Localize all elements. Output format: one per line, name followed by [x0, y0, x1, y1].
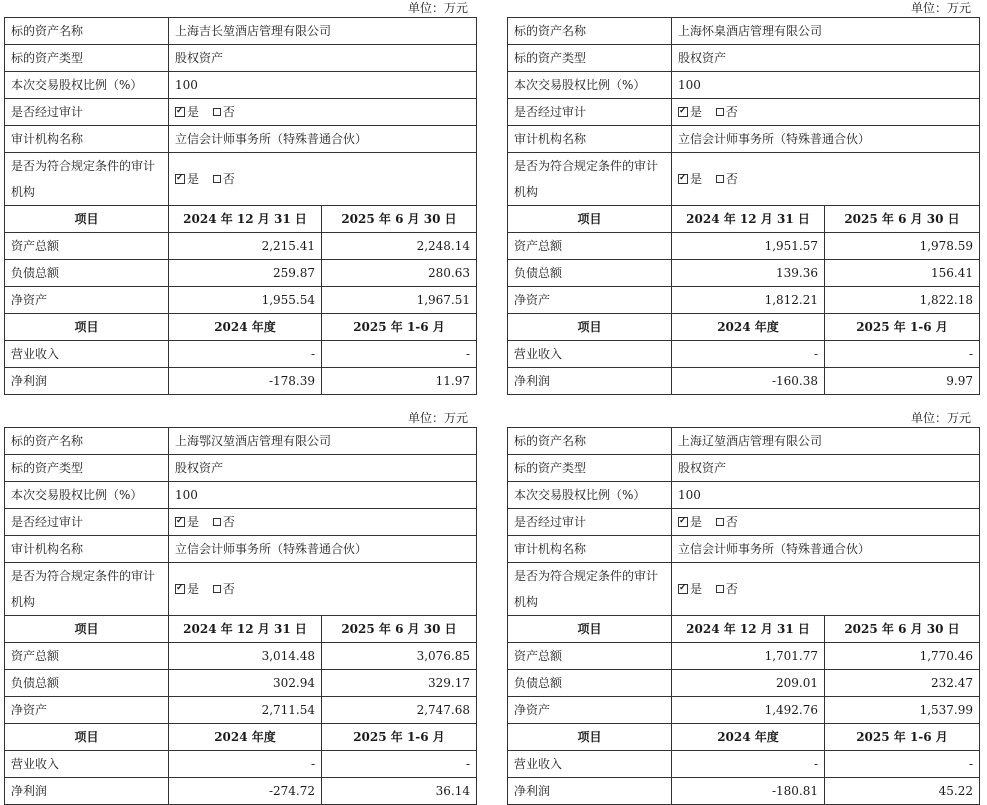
header-period-1: 2024 年度: [169, 724, 322, 751]
row-label: 净资产: [5, 697, 169, 724]
unchecked-box-icon: [716, 175, 724, 183]
cell-value: 1,967.51: [322, 287, 477, 314]
no-option: 否: [222, 171, 235, 186]
table-block-4: [507, 410, 979, 801]
unchecked-box-icon: [716, 518, 724, 526]
row-label: 标的资产类型: [508, 45, 672, 72]
equity-ratio: 100: [169, 482, 477, 509]
qualified-checkbox-group: [169, 153, 477, 206]
row-label: 资产总额: [508, 643, 672, 670]
header-item: 项目: [508, 206, 672, 233]
table-row: [5, 778, 477, 805]
table-row: [5, 72, 477, 99]
table-row: [5, 233, 477, 260]
yes-option: 是: [187, 171, 200, 186]
cell-value: -: [322, 751, 477, 778]
header-item: 项目: [5, 616, 169, 643]
table-row: [5, 509, 477, 536]
header-item: 项目: [5, 206, 169, 233]
checked-box-icon: [678, 174, 688, 184]
unchecked-box-icon: [716, 585, 724, 593]
unchecked-box-icon: [716, 108, 724, 116]
equity-ratio: 100: [672, 482, 980, 509]
cell-value: 280.63: [322, 260, 477, 287]
table-header-row: [508, 616, 980, 643]
row-label: 标的资产类型: [508, 455, 672, 482]
unchecked-box-icon: [213, 108, 221, 116]
financial-table: [4, 17, 477, 395]
asset-type: 股权资产: [169, 45, 477, 72]
table-header-row: [508, 724, 980, 751]
row-label: 净资产: [508, 697, 672, 724]
auditor-name: 立信会计师事务所（特殊普通合伙）: [169, 126, 477, 153]
row-label: 营业收入: [5, 341, 169, 368]
qualified-checkbox-group: [672, 153, 980, 206]
audited-checkbox-group: [169, 509, 477, 536]
row-label: 净利润: [508, 778, 672, 805]
cell-value: 1,951.57: [672, 233, 825, 260]
cell-value: -: [672, 341, 825, 368]
row-label: 标的资产类型: [5, 455, 169, 482]
yes-option: 是: [690, 581, 703, 596]
row-label: 负债总额: [508, 260, 672, 287]
audited-checkbox-group: [672, 99, 980, 126]
company-name: 上海辽堃酒店管理有限公司: [672, 428, 980, 455]
table-row: [508, 778, 980, 805]
row-label: 本次交易股权比例（%）: [508, 72, 672, 99]
financial-table: [507, 17, 980, 395]
row-label: 负债总额: [5, 260, 169, 287]
table-row: [508, 18, 980, 45]
row-label: 净资产: [5, 287, 169, 314]
row-label: 是否经过审计: [5, 509, 169, 536]
row-label: 营业收入: [5, 751, 169, 778]
row-label: 资产总额: [508, 233, 672, 260]
table-header-row: [5, 314, 477, 341]
table-row: [5, 341, 477, 368]
checked-box-icon: [175, 517, 185, 527]
header-date-2: 2025 年 6 月 30 日: [825, 206, 980, 233]
company-name: 上海怀臬酒店管理有限公司: [672, 18, 980, 45]
header-item: 项目: [508, 724, 672, 751]
financial-table: [4, 427, 477, 805]
cell-value: 259.87: [169, 260, 322, 287]
table-row: [5, 260, 477, 287]
table-row: [508, 153, 980, 206]
cell-value: -178.39: [169, 368, 322, 395]
row-label: 净利润: [5, 368, 169, 395]
table-block-2: [507, 0, 979, 388]
cell-value: 2,711.54: [169, 697, 322, 724]
header-period-2: 2025 年 1-6 月: [825, 314, 980, 341]
no-option: 否: [222, 514, 235, 529]
financial-table: [507, 427, 980, 805]
header-date-1: 2024 年 12 月 31 日: [672, 206, 825, 233]
header-date-1: 2024 年 12 月 31 日: [672, 616, 825, 643]
unit-label: 单位：万元: [407, 1, 468, 15]
row-label: 是否为符合规定条件的审计机构: [5, 563, 169, 616]
table-row: [5, 670, 477, 697]
table-row: [5, 126, 477, 153]
cell-value: -180.81: [672, 778, 825, 805]
row-label: 标的资产名称: [508, 428, 672, 455]
table-row: [508, 428, 980, 455]
qualified-checkbox-group: [672, 563, 980, 616]
company-name: 上海吉长堃酒店管理有限公司: [169, 18, 477, 45]
header-period-2: 2025 年 1-6 月: [322, 724, 477, 751]
cell-value: 2,215.41: [169, 233, 322, 260]
table-row: [5, 45, 477, 72]
cell-value: -: [672, 751, 825, 778]
header-item: 项目: [5, 724, 169, 751]
row-label: 是否经过审计: [5, 99, 169, 126]
qualified-checkbox-group: [169, 563, 477, 616]
table-row: [508, 751, 980, 778]
unchecked-box-icon: [213, 585, 221, 593]
audited-checkbox-group: [672, 509, 980, 536]
row-label: 标的资产名称: [508, 18, 672, 45]
table-row: [508, 233, 980, 260]
checked-box-icon: [175, 584, 185, 594]
header-period-1: 2024 年度: [169, 314, 322, 341]
cell-value: -: [825, 341, 980, 368]
asset-type: 股权资产: [672, 45, 980, 72]
table-row: [508, 260, 980, 287]
checked-box-icon: [678, 584, 688, 594]
cell-value: -: [169, 751, 322, 778]
row-label: 标的资产类型: [5, 45, 169, 72]
table-row: [5, 751, 477, 778]
no-option: 否: [725, 514, 738, 529]
header-period-2: 2025 年 1-6 月: [322, 314, 477, 341]
table-row: [5, 482, 477, 509]
audited-checkbox-group: [169, 99, 477, 126]
table-block-1: [4, 0, 476, 388]
cell-value: 1,812.21: [672, 287, 825, 314]
table-header-row: [5, 724, 477, 751]
cell-value: 1,978.59: [825, 233, 980, 260]
cell-value: -274.72: [169, 778, 322, 805]
header-date-2: 2025 年 6 月 30 日: [825, 616, 980, 643]
row-label: 负债总额: [508, 670, 672, 697]
cell-value: -: [169, 341, 322, 368]
table-row: [508, 670, 980, 697]
header-item: 项目: [508, 616, 672, 643]
table-header-row: [508, 314, 980, 341]
table-row: [5, 643, 477, 670]
header-period-2: 2025 年 1-6 月: [825, 724, 980, 751]
header-period-1: 2024 年度: [672, 724, 825, 751]
yes-option: 是: [690, 104, 703, 119]
cell-value: -: [825, 751, 980, 778]
row-label: 审计机构名称: [5, 536, 169, 563]
no-option: 否: [725, 104, 738, 119]
cell-value: 3,076.85: [322, 643, 477, 670]
table-row: [5, 697, 477, 724]
table-row: [508, 287, 980, 314]
cell-value: 1,701.77: [672, 643, 825, 670]
table-row: [508, 99, 980, 126]
cell-value: 139.36: [672, 260, 825, 287]
header-date-2: 2025 年 6 月 30 日: [322, 206, 477, 233]
row-label: 审计机构名称: [508, 536, 672, 563]
cell-value: 1,537.99: [825, 697, 980, 724]
row-label: 资产总额: [5, 643, 169, 670]
row-label: 审计机构名称: [5, 126, 169, 153]
equity-ratio: 100: [672, 72, 980, 99]
yes-option: 是: [690, 514, 703, 529]
table-row: [5, 368, 477, 395]
row-label: 本次交易股权比例（%）: [5, 72, 169, 99]
cell-value: 36.14: [322, 778, 477, 805]
row-label: 本次交易股权比例（%）: [5, 482, 169, 509]
auditor-name: 立信会计师事务所（特殊普通合伙）: [672, 536, 980, 563]
table-row: [5, 428, 477, 455]
table-row: [5, 287, 477, 314]
header-date-2: 2025 年 6 月 30 日: [322, 616, 477, 643]
yes-option: 是: [187, 581, 200, 596]
table-row: [5, 563, 477, 616]
table-row: [508, 643, 980, 670]
asset-type: 股权资产: [169, 455, 477, 482]
cell-value: 329.17: [322, 670, 477, 697]
cell-value: 1,955.54: [169, 287, 322, 314]
cell-value: 2,747.68: [322, 697, 477, 724]
header-item: 项目: [5, 314, 169, 341]
row-label: 资产总额: [5, 233, 169, 260]
table-row: [5, 99, 477, 126]
cell-value: 9.97: [825, 368, 980, 395]
table-row: [508, 563, 980, 616]
checked-box-icon: [678, 517, 688, 527]
table-row: [508, 126, 980, 153]
yes-option: 是: [187, 514, 200, 529]
row-label: 负债总额: [5, 670, 169, 697]
checked-box-icon: [175, 174, 185, 184]
row-label: 是否经过审计: [508, 509, 672, 536]
checked-box-icon: [678, 107, 688, 117]
yes-option: 是: [690, 171, 703, 186]
cell-value: 209.01: [672, 670, 825, 697]
row-label: 标的资产名称: [5, 428, 169, 455]
checked-box-icon: [175, 107, 185, 117]
cell-value: 302.94: [169, 670, 322, 697]
row-label: 营业收入: [508, 751, 672, 778]
yes-option: 是: [187, 104, 200, 119]
cell-value: -160.38: [672, 368, 825, 395]
table-row: [508, 455, 980, 482]
cell-value: 156.41: [825, 260, 980, 287]
cell-value: 1,770.46: [825, 643, 980, 670]
table-row: [5, 153, 477, 206]
row-label: 标的资产名称: [5, 18, 169, 45]
table-row: [508, 45, 980, 72]
header-item: 项目: [508, 314, 672, 341]
table-row: [508, 509, 980, 536]
table-row: [508, 482, 980, 509]
unit-label: 单位：万元: [910, 411, 971, 425]
table-row: [5, 455, 477, 482]
table-row: [5, 18, 477, 45]
header-date-1: 2024 年 12 月 31 日: [169, 616, 322, 643]
table-row: [508, 341, 980, 368]
auditor-name: 立信会计师事务所（特殊普通合伙）: [169, 536, 477, 563]
no-option: 否: [725, 171, 738, 186]
table-row: [508, 697, 980, 724]
table-row: [508, 72, 980, 99]
unit-label: 单位：万元: [407, 411, 468, 425]
cell-value: 1,492.76: [672, 697, 825, 724]
table-header-row: [5, 616, 477, 643]
table-row: [508, 536, 980, 563]
asset-type: 股权资产: [672, 455, 980, 482]
header-date-1: 2024 年 12 月 31 日: [169, 206, 322, 233]
row-label: 是否为符合规定条件的审计机构: [508, 153, 672, 206]
row-label: 净利润: [508, 368, 672, 395]
unchecked-box-icon: [213, 175, 221, 183]
row-label: 是否为符合规定条件的审计机构: [5, 153, 169, 206]
row-label: 净资产: [508, 287, 672, 314]
cell-value: 2,248.14: [322, 233, 477, 260]
row-label: 净利润: [5, 778, 169, 805]
table-row: [5, 536, 477, 563]
cell-value: 11.97: [322, 368, 477, 395]
cell-value: 232.47: [825, 670, 980, 697]
table-header-row: [508, 206, 980, 233]
unchecked-box-icon: [213, 518, 221, 526]
header-period-1: 2024 年度: [672, 314, 825, 341]
row-label: 营业收入: [508, 341, 672, 368]
table-header-row: [5, 206, 477, 233]
row-label: 是否为符合规定条件的审计机构: [508, 563, 672, 616]
no-option: 否: [725, 581, 738, 596]
table-block-3: [4, 410, 476, 801]
auditor-name: 立信会计师事务所（特殊普通合伙）: [672, 126, 980, 153]
cell-value: 1,822.18: [825, 287, 980, 314]
no-option: 否: [222, 581, 235, 596]
company-name: 上海鄂汉堃酒店管理有限公司: [169, 428, 477, 455]
cell-value: 3,014.48: [169, 643, 322, 670]
equity-ratio: 100: [169, 72, 477, 99]
row-label: 审计机构名称: [508, 126, 672, 153]
row-label: 是否经过审计: [508, 99, 672, 126]
unit-label: 单位：万元: [910, 1, 971, 15]
no-option: 否: [222, 104, 235, 119]
cell-value: 45.22: [825, 778, 980, 805]
row-label: 本次交易股权比例（%）: [508, 482, 672, 509]
cell-value: -: [322, 341, 477, 368]
table-row: [508, 368, 980, 395]
